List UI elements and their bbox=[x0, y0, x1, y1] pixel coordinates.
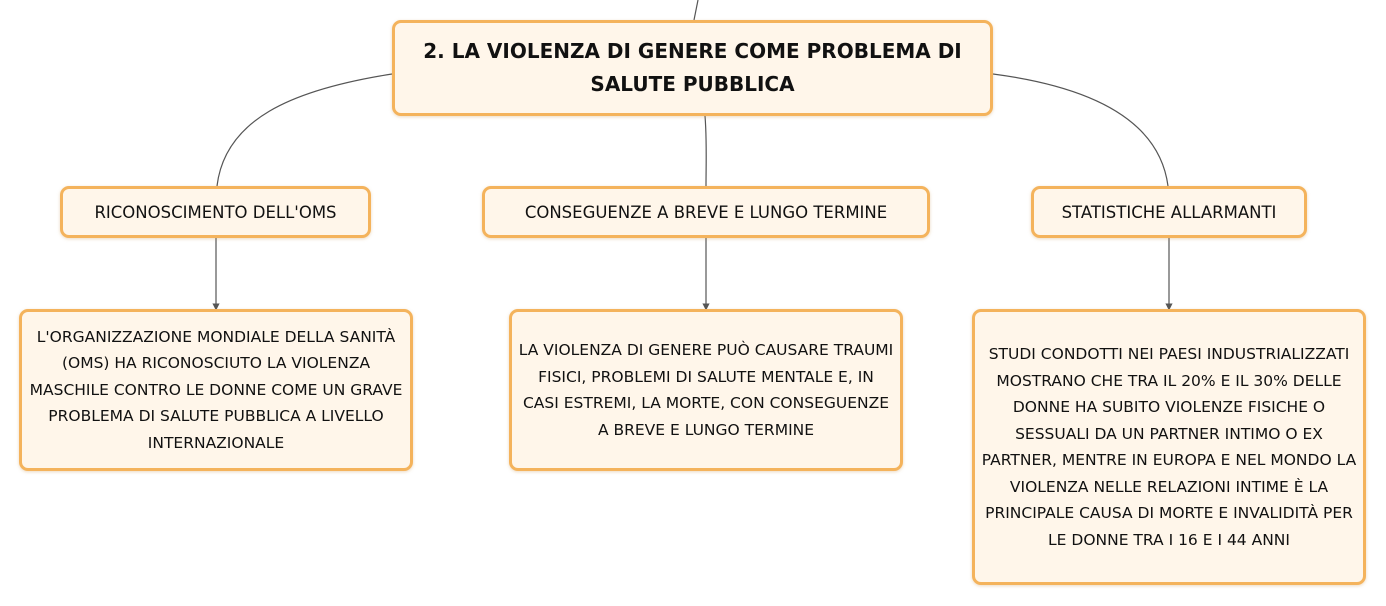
connector-root-to-conseguenze bbox=[705, 116, 706, 186]
branch-node-statistiche[interactable] bbox=[1031, 186, 1307, 238]
connector-root-to-oms bbox=[217, 74, 392, 186]
root-topic-title: 2. LA VIOLENZA DI GENERE COME PROBLEMA DI SALUTE PUBBLICA bbox=[423, 39, 962, 96]
branch-node-conseguenze[interactable] bbox=[482, 186, 930, 238]
detail-text: STUDI CONDOTTI NEI PAESI INDUSTRIALIZZATI MOSTRANO CHE TRA IL 20% E IL 30% DELLE DONNE HA SUBITO VIOLENZE FISICHE O SESSUALI DA UN PARTNER INTIMO O EX PARTNER, MENTRE IN EUROPA E NEL MONDO LA VIOLENZA NELLE RELAZIONI INTIME È LA PRINCIPALE CAUSA DI MORTE E INVALIDITÀ PER LE DONNE TRA I 16 E I 44 ANNI bbox=[981, 345, 1357, 549]
branch-node-riconoscimento-oms[interactable] bbox=[60, 186, 371, 238]
detail-text: LA VIOLENZA DI GENERE PUÒ CAUSARE TRAUMI FISICI, PROBLEMI DI SALUTE MENTALE E, IN CASI ESTREMI, LA MORTE, CON CONSEGUENZE A BREVE E LUNGO TERMINE bbox=[518, 341, 894, 439]
branch-label: STATISTICHE ALLARMANTI bbox=[1061, 202, 1277, 222]
detail-node-statistiche[interactable] bbox=[972, 309, 1366, 585]
incoming-connector bbox=[694, 0, 698, 20]
detail-node-riconoscimento-oms[interactable] bbox=[19, 309, 413, 471]
branch-label: CONSEGUENZE A BREVE E LUNGO TERMINE bbox=[524, 202, 888, 222]
detail-node-conseguenze[interactable] bbox=[509, 309, 903, 471]
root-topic-node[interactable] bbox=[392, 20, 993, 116]
branch-label: RICONOSCIMENTO DELL'OMS bbox=[94, 202, 337, 222]
connector-root-to-statistiche bbox=[993, 74, 1168, 186]
detail-text: L'ORGANIZZAZIONE MONDIALE DELLA SANITÀ (OMS) HA RICONOSCIUTO LA VIOLENZA MASCHILE CONTRO LE DONNE COME UN GRAVE PROBLEMA DI SALUTE PUBBLICA A LIVELLO INTERNAZIONALE bbox=[29, 327, 403, 452]
